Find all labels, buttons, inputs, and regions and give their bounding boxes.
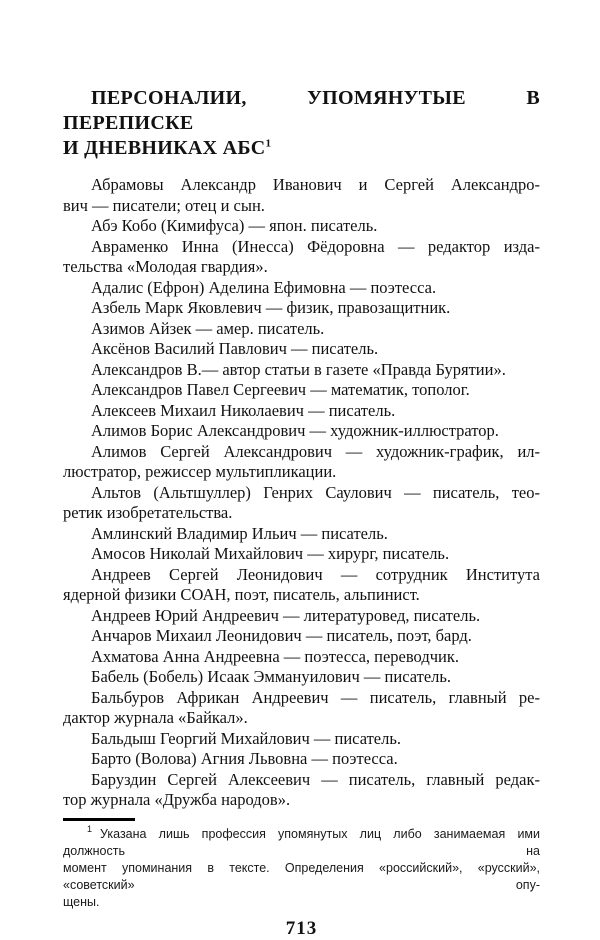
- entry-line: Андреев Сергей Леонидович — сотрудник Института: [91, 564, 540, 584]
- entry-line: дактор журнала «Байкал».: [63, 708, 248, 727]
- entry-line: тельства «Молодая гвардия».: [63, 257, 268, 276]
- footnote-ref-marker: 1: [87, 824, 93, 835]
- footnote-line: $^1$ Указана лишь профессия упомянутых лиц либо занимаемая ими должность на: [63, 824, 540, 858]
- entry-line: Барто (Волова) Агния Львовна — поэтесса.: [91, 749, 398, 768]
- entry-line: Азбель Марк Яковлевич — физик, правозащитник.: [91, 298, 451, 317]
- entry-line: Александров Павел Сергеевич — математик, тополог.: [91, 380, 470, 399]
- page-title-line1: ПЕРСОНАЛИИ, УПОМЯНУТЫЕ В ПЕРЕПИСКЕ: [63, 87, 540, 134]
- entry-line: Алексеев Михаил Николаевич — писатель.: [91, 400, 396, 420]
- entry-line: Алимов Борис Александрович — художник-иллюстратор.: [91, 421, 499, 440]
- footnote-line: момент упоминания в тексте. Определения «российский», «русский», «советский» опу-: [63, 860, 540, 892]
- entry-line: Александров В.— автор статьи в газете «Правда Бурятии».: [91, 359, 506, 379]
- title-footnote-ref: 1: [265, 137, 272, 150]
- entry-line: Баруздин Сергей Алексеевич — писатель, главный редак-: [91, 769, 540, 789]
- entry-line: Бальбуров Африкан Андреевич — писатель, главный ре-: [91, 687, 540, 707]
- entry-line: Андреев Юрий Андреевич — литературовед, писатель.: [91, 605, 481, 625]
- entry-line: люстратор, режиссер мультипликации.: [63, 462, 337, 481]
- entry-line: Амосов Николай Михайлович — хирург, писатель.: [91, 544, 450, 563]
- page-number: 713: [285, 917, 318, 939]
- entry-line: Амлинский Владимир Ильич — писатель.: [91, 523, 388, 543]
- entry-line: ретик изобретательства.: [63, 503, 233, 522]
- entry-line: Алимов Сергей Александрович — художник-график, ил-: [91, 441, 540, 461]
- entry-line: Альтов (Альтшуллер) Генрих Саулович — писатель, тео-: [91, 482, 540, 502]
- page-title: [63, 86, 540, 161]
- entry-line: вич — писатели; отец и сын.: [63, 195, 265, 215]
- entry-line: Адалис (Ефрон) Аделина Ефимовна — поэтесса.: [91, 277, 437, 297]
- page-title-line2-text: И ДНЕВНИКАХ АБС: [63, 137, 266, 159]
- entry-line: тор журнала «Дружба народов».: [63, 790, 291, 809]
- entry-line: Бальдыш Георгий Михайлович — писатель.: [91, 728, 402, 748]
- footnote: [63, 826, 540, 911]
- entry-line: Азимов Айзек — амер. писатель.: [91, 318, 325, 338]
- entry-line: Ахматова Анна Андреевна — поэтесса, переводчик.: [91, 646, 459, 666]
- entry-line: Авраменко Инна (Инесса) Фёдоровна — редактор изда-: [91, 236, 540, 256]
- personalia-list: [63, 175, 540, 811]
- entry-line: Анчаров Михаил Леонидович — писатель, поэт, бард.: [91, 626, 472, 645]
- entry-line: ядерной физики СОАН, поэт, писатель, альпинист.: [63, 585, 420, 604]
- entry-line: Абэ Кобо (Кимифуса) — япон. писатель.: [91, 216, 378, 235]
- entry-line: Бабель (Бобель) Исаак Эммануилович — писатель.: [91, 667, 452, 686]
- page-title-line2: [63, 136, 540, 161]
- entry-line: Аксёнов Василий Павлович — писатель.: [91, 339, 379, 358]
- footnote-line: щены.: [63, 894, 100, 909]
- entry-line: Абрамовы Александр Иванович и Сергей Александро-: [91, 175, 540, 194]
- footnote-divider: [63, 818, 135, 821]
